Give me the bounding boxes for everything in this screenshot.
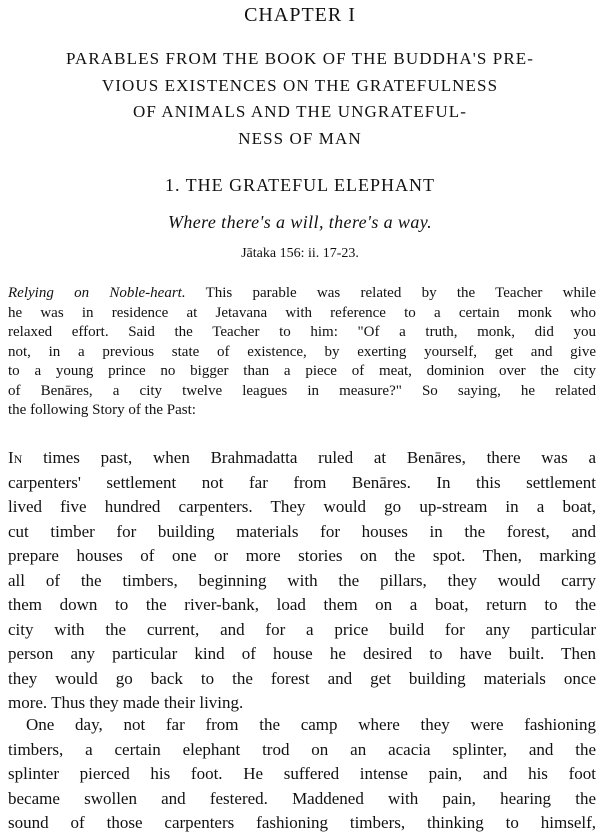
intro-text: This parable was related by the Teacher while (185, 285, 596, 301)
story-line: splinter pierced his foot. He suffered intense pain, and his foot (8, 764, 596, 783)
intro-line: not, in a previous state of existence, by exerting yourself, get and give (8, 343, 596, 360)
story-paragraph-1 (8, 446, 596, 716)
story-line: lived five hundred carpenters. They would go up-stream in a boat, (8, 497, 596, 516)
intro-line: to a young prince no bigger than a piece of meat, dominion over the city (8, 363, 596, 379)
intro-line: the following Story of the Past: (8, 402, 196, 418)
story-line: all of the timbers, beginning with the pillars, they would carry (8, 570, 596, 590)
story-line: One day, not far from the camp where they were fashioning (26, 715, 596, 734)
chapter-title-line: PARABLES FROM THE BOOK OF THE BUDDHA'S PRE- (65, 49, 535, 68)
chapter-heading: CHAPTER I (244, 4, 356, 26)
chapter-title-line: VIOUS EXISTENCES ON THE GRATEFULNESS (101, 75, 499, 95)
story-line: became swollen and festered. Maddened with pain, hearing the (8, 788, 596, 808)
story-line: sound of those carpenters fashioning timbers, thinking to himself, (8, 813, 596, 832)
story-line: carpenters' settlement not far from Benāres. In this settlement (8, 472, 596, 492)
story-line: prepare houses of one or more stories on the spot. Then, marking (8, 546, 596, 565)
intro-line (8, 284, 596, 304)
source-citation: Jātaka 156: ii. 17-23. (241, 246, 359, 261)
story-paragraph-2 (8, 713, 596, 836)
story-line: person any particular kind of house he desired to have built. Then (8, 644, 596, 663)
story-line: city with the current, and for a price build for any particular (8, 619, 596, 639)
intro-line: of Benāres, a city twelve leagues in measure?" So saying, he related (8, 382, 596, 399)
section-heading: 1. THE GRATEFUL ELEPHANT (165, 175, 435, 195)
story-line: timbers, a certain elephant trod on an acacia splinter, and the (8, 739, 596, 759)
story-line (8, 446, 596, 471)
chapter-title (6, 46, 594, 152)
story-line: them down to the river-bank, load them on a boat, return to the (8, 595, 596, 614)
intro-italic-lead: Relying on Noble-heart. (8, 285, 186, 301)
intro-line: relaxed effort. Said the Teacher to him: "Of a truth, monk, did you (8, 324, 596, 340)
epigraph: Where there's a will, there's a way. (167, 212, 433, 232)
intro-paragraph (8, 284, 596, 421)
story-text: times past, when Brahmadatta ruled at Benāres, there was a (22, 448, 596, 467)
story-opening-word: In (8, 448, 23, 467)
intro-line: he was in residence at Jetavana with reference to a certain monk who (8, 304, 596, 321)
story-line: they would go back to the forest and get building materials once (8, 668, 596, 688)
story-line: cut timber for building materials for houses in the forest, and (8, 521, 596, 541)
chapter-title-line: OF ANIMALS AND THE UNGRATEFUL- (133, 102, 467, 121)
chapter-title-line: NESS OF MAN (238, 128, 362, 148)
story-line: more. Thus they made their living. (8, 693, 244, 712)
